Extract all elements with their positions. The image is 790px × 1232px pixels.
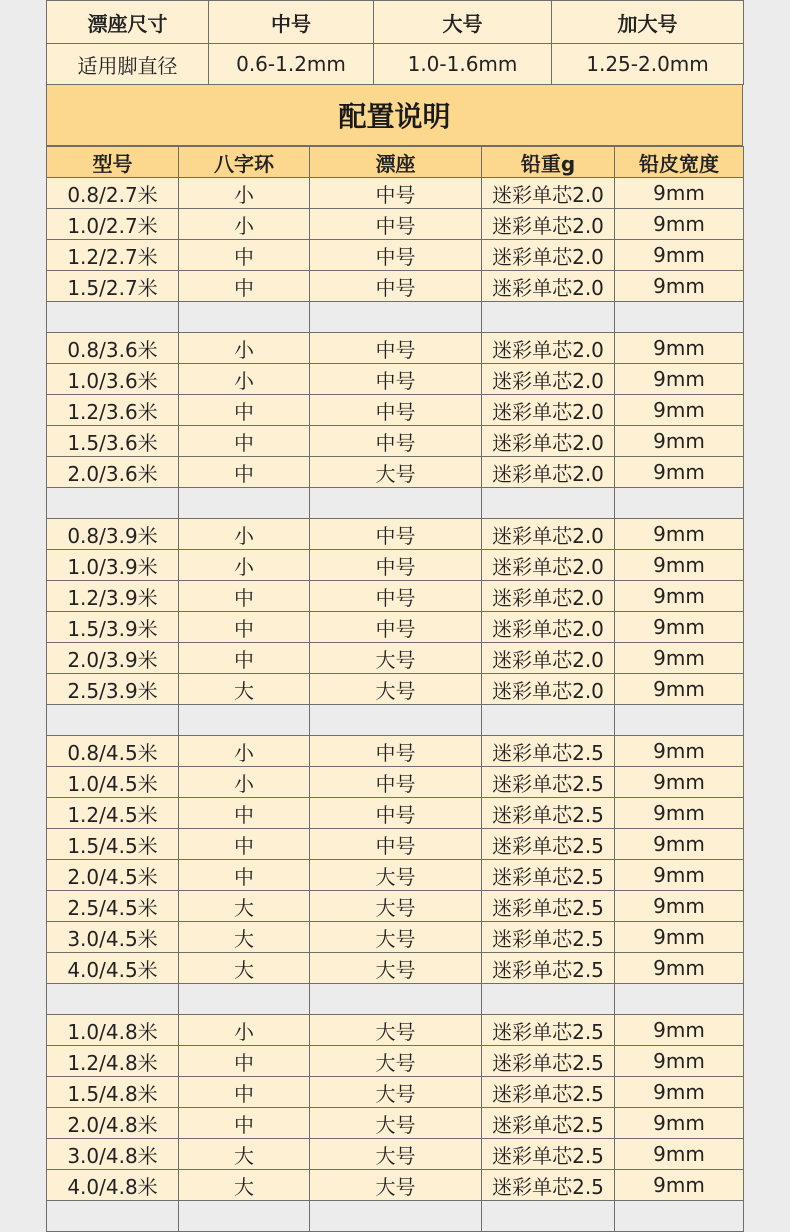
table-row bbox=[47, 891, 744, 922]
table-cell: 迷彩单芯2.5 bbox=[482, 767, 615, 798]
spacer-cell bbox=[482, 705, 615, 736]
group-spacer-row bbox=[47, 984, 744, 1015]
table-cell: 大号 bbox=[310, 953, 482, 984]
table-cell: 2.0/4.8米 bbox=[47, 1108, 179, 1139]
table-cell: 9mm bbox=[615, 1077, 744, 1108]
table-cell: 中号 bbox=[310, 178, 482, 209]
spacer-cell bbox=[615, 488, 744, 519]
config-title: 配置说明 bbox=[46, 85, 743, 146]
table-cell: 9mm bbox=[615, 550, 744, 581]
table-cell: 迷彩单芯2.5 bbox=[482, 1170, 615, 1201]
spacer-cell bbox=[482, 984, 615, 1015]
table-row bbox=[47, 364, 744, 395]
table-cell: 1.5/4.5米 bbox=[47, 829, 179, 860]
table-cell: 大号 bbox=[310, 1170, 482, 1201]
table-row bbox=[47, 1139, 744, 1170]
table-row bbox=[47, 271, 744, 302]
table-cell: 中号 bbox=[310, 829, 482, 860]
spacer-cell bbox=[482, 1201, 615, 1232]
table-cell: 迷彩单芯2.0 bbox=[482, 550, 615, 581]
table-cell: 小 bbox=[179, 333, 310, 364]
spacer-cell bbox=[47, 705, 179, 736]
table-row bbox=[47, 240, 744, 271]
table-cell: 0.8/3.9米 bbox=[47, 519, 179, 550]
spacer-cell bbox=[310, 488, 482, 519]
spacer-cell bbox=[615, 1201, 744, 1232]
config-column-header: 型号 bbox=[47, 147, 179, 178]
float-size-cell: 适用脚直径 bbox=[47, 44, 209, 85]
table-cell: 3.0/4.5米 bbox=[47, 922, 179, 953]
table-cell: 迷彩单芯2.0 bbox=[482, 581, 615, 612]
config-header-row bbox=[47, 147, 744, 178]
table-cell: 迷彩单芯2.0 bbox=[482, 519, 615, 550]
group-spacer-row bbox=[47, 302, 744, 333]
table-cell: 中 bbox=[179, 395, 310, 426]
table-cell: 9mm bbox=[615, 860, 744, 891]
table-cell: 0.8/4.5米 bbox=[47, 736, 179, 767]
table-cell: 9mm bbox=[615, 736, 744, 767]
table-cell: 迷彩单芯2.5 bbox=[482, 860, 615, 891]
table-row bbox=[47, 457, 744, 488]
table-cell: 9mm bbox=[615, 1015, 744, 1046]
table-cell: 迷彩单芯2.5 bbox=[482, 1015, 615, 1046]
table-cell: 小 bbox=[179, 209, 310, 240]
table-cell: 小 bbox=[179, 178, 310, 209]
table-cell: 1.0/3.6米 bbox=[47, 364, 179, 395]
table-row bbox=[47, 395, 744, 426]
table-cell: 9mm bbox=[615, 519, 744, 550]
table-cell: 9mm bbox=[615, 271, 744, 302]
table-cell: 小 bbox=[179, 1015, 310, 1046]
table-cell: 中号 bbox=[310, 550, 482, 581]
table-cell: 大号 bbox=[310, 922, 482, 953]
table-cell: 中号 bbox=[310, 798, 482, 829]
table-cell: 0.8/3.6米 bbox=[47, 333, 179, 364]
table-cell: 1.0/2.7米 bbox=[47, 209, 179, 240]
table-cell: 9mm bbox=[615, 1108, 744, 1139]
table-cell: 中 bbox=[179, 1077, 310, 1108]
table-cell: 9mm bbox=[615, 798, 744, 829]
table-cell: 中 bbox=[179, 271, 310, 302]
table-cell: 迷彩单芯2.0 bbox=[482, 271, 615, 302]
spec-sheet bbox=[46, 0, 743, 1232]
spacer-cell bbox=[310, 1201, 482, 1232]
table-row bbox=[47, 674, 744, 705]
table-cell: 9mm bbox=[615, 364, 744, 395]
table-cell: 9mm bbox=[615, 1046, 744, 1077]
table-cell: 9mm bbox=[615, 922, 744, 953]
table-row bbox=[47, 829, 744, 860]
table-cell: 迷彩单芯2.5 bbox=[482, 1077, 615, 1108]
table-cell: 中 bbox=[179, 612, 310, 643]
table-cell: 迷彩单芯2.0 bbox=[482, 240, 615, 271]
table-cell: 中号 bbox=[310, 209, 482, 240]
config-column-header: 八字环 bbox=[179, 147, 310, 178]
float-size-header: 中号 bbox=[209, 1, 374, 44]
spacer-cell bbox=[310, 302, 482, 333]
table-cell: 4.0/4.5米 bbox=[47, 953, 179, 984]
table-row bbox=[47, 550, 744, 581]
float-size-value-row bbox=[47, 44, 744, 85]
table-row bbox=[47, 612, 744, 643]
table-cell: 迷彩单芯2.0 bbox=[482, 612, 615, 643]
table-row bbox=[47, 798, 744, 829]
table-cell: 迷彩单芯2.0 bbox=[482, 178, 615, 209]
table-cell: 大号 bbox=[310, 1077, 482, 1108]
group-spacer-row bbox=[47, 488, 744, 519]
table-cell: 中号 bbox=[310, 395, 482, 426]
table-cell: 中 bbox=[179, 457, 310, 488]
table-cell: 中号 bbox=[310, 333, 482, 364]
table-cell: 大 bbox=[179, 674, 310, 705]
table-cell: 大号 bbox=[310, 457, 482, 488]
table-row bbox=[47, 767, 744, 798]
table-cell: 迷彩单芯2.0 bbox=[482, 426, 615, 457]
spacer-cell bbox=[310, 984, 482, 1015]
table-cell: 9mm bbox=[615, 395, 744, 426]
table-cell: 9mm bbox=[615, 891, 744, 922]
float-size-header-row bbox=[47, 1, 744, 44]
table-cell: 迷彩单芯2.5 bbox=[482, 829, 615, 860]
table-cell: 9mm bbox=[615, 1139, 744, 1170]
table-cell: 迷彩单芯2.5 bbox=[482, 1139, 615, 1170]
float-size-header: 大号 bbox=[374, 1, 552, 44]
table-cell: 9mm bbox=[615, 612, 744, 643]
table-cell: 大号 bbox=[310, 1108, 482, 1139]
spacer-cell bbox=[179, 984, 310, 1015]
table-cell: 大 bbox=[179, 1170, 310, 1201]
table-row bbox=[47, 209, 744, 240]
table-cell: 大号 bbox=[310, 1015, 482, 1046]
spacer-cell bbox=[47, 302, 179, 333]
table-cell: 中号 bbox=[310, 581, 482, 612]
spacer-cell bbox=[615, 302, 744, 333]
table-cell: 中 bbox=[179, 798, 310, 829]
table-cell: 迷彩单芯2.0 bbox=[482, 674, 615, 705]
spacer-cell bbox=[310, 705, 482, 736]
table-cell: 迷彩单芯2.0 bbox=[482, 395, 615, 426]
table-cell: 大号 bbox=[310, 643, 482, 674]
table-cell: 9mm bbox=[615, 240, 744, 271]
table-row bbox=[47, 1046, 744, 1077]
table-cell: 迷彩单芯2.0 bbox=[482, 333, 615, 364]
table-cell: 中 bbox=[179, 860, 310, 891]
spacer-cell bbox=[179, 302, 310, 333]
table-cell: 9mm bbox=[615, 209, 744, 240]
spacer-cell bbox=[179, 705, 310, 736]
spacer-cell bbox=[47, 1201, 179, 1232]
table-cell: 中号 bbox=[310, 736, 482, 767]
table-cell: 0.8/2.7米 bbox=[47, 178, 179, 209]
table-cell: 2.0/3.6米 bbox=[47, 457, 179, 488]
spacer-cell bbox=[179, 1201, 310, 1232]
table-cell: 1.2/2.7米 bbox=[47, 240, 179, 271]
table-cell: 9mm bbox=[615, 953, 744, 984]
table-row bbox=[47, 643, 744, 674]
table-cell: 2.0/3.9米 bbox=[47, 643, 179, 674]
table-cell: 中号 bbox=[310, 519, 482, 550]
table-cell: 9mm bbox=[615, 674, 744, 705]
table-cell: 9mm bbox=[615, 1170, 744, 1201]
table-cell: 1.2/3.6米 bbox=[47, 395, 179, 426]
table-cell: 1.2/4.5米 bbox=[47, 798, 179, 829]
float-size-cell: 1.25-2.0mm bbox=[552, 44, 744, 85]
table-cell: 9mm bbox=[615, 457, 744, 488]
table-cell: 中 bbox=[179, 1108, 310, 1139]
table-cell: 2.5/4.5米 bbox=[47, 891, 179, 922]
table-cell: 1.0/4.5米 bbox=[47, 767, 179, 798]
config-column-header: 漂座 bbox=[310, 147, 482, 178]
table-cell: 小 bbox=[179, 364, 310, 395]
table-cell: 中号 bbox=[310, 364, 482, 395]
table-cell: 1.5/3.6米 bbox=[47, 426, 179, 457]
table-cell: 迷彩单芯2.5 bbox=[482, 1046, 615, 1077]
table-cell: 中 bbox=[179, 240, 310, 271]
table-cell: 大号 bbox=[310, 891, 482, 922]
table-row bbox=[47, 953, 744, 984]
table-cell: 大号 bbox=[310, 1046, 482, 1077]
table-cell: 小 bbox=[179, 736, 310, 767]
table-cell: 1.5/4.8米 bbox=[47, 1077, 179, 1108]
table-cell: 9mm bbox=[615, 333, 744, 364]
spacer-cell bbox=[615, 984, 744, 1015]
table-cell: 迷彩单芯2.5 bbox=[482, 922, 615, 953]
table-cell: 小 bbox=[179, 519, 310, 550]
table-cell: 1.2/4.8米 bbox=[47, 1046, 179, 1077]
table-cell: 4.0/4.8米 bbox=[47, 1170, 179, 1201]
table-row bbox=[47, 1170, 744, 1201]
table-cell: 迷彩单芯2.5 bbox=[482, 891, 615, 922]
float-size-header: 漂座尺寸 bbox=[47, 1, 209, 44]
table-cell: 中 bbox=[179, 829, 310, 860]
config-table-body bbox=[47, 147, 744, 1232]
table-row bbox=[47, 581, 744, 612]
float-size-table bbox=[46, 0, 744, 85]
table-cell: 3.0/4.8米 bbox=[47, 1139, 179, 1170]
config-column-header: 铅皮宽度 bbox=[615, 147, 744, 178]
config-column-header: 铅重g bbox=[482, 147, 615, 178]
table-row bbox=[47, 1108, 744, 1139]
config-table bbox=[46, 146, 744, 1232]
table-row bbox=[47, 178, 744, 209]
table-cell: 迷彩单芯2.5 bbox=[482, 953, 615, 984]
table-cell: 9mm bbox=[615, 426, 744, 457]
table-row bbox=[47, 333, 744, 364]
group-spacer-row bbox=[47, 1201, 744, 1232]
table-cell: 9mm bbox=[615, 767, 744, 798]
table-row bbox=[47, 1077, 744, 1108]
spacer-cell bbox=[47, 984, 179, 1015]
table-cell: 2.5/3.9米 bbox=[47, 674, 179, 705]
table-row bbox=[47, 426, 744, 457]
spacer-cell bbox=[482, 302, 615, 333]
table-row bbox=[47, 519, 744, 550]
table-cell: 中 bbox=[179, 426, 310, 457]
table-cell: 1.0/4.8米 bbox=[47, 1015, 179, 1046]
table-row bbox=[47, 922, 744, 953]
table-cell: 1.5/3.9米 bbox=[47, 612, 179, 643]
spacer-cell bbox=[179, 488, 310, 519]
float-size-header: 加大号 bbox=[552, 1, 744, 44]
table-cell: 9mm bbox=[615, 178, 744, 209]
table-cell: 迷彩单芯2.5 bbox=[482, 798, 615, 829]
float-size-cell: 0.6-1.2mm bbox=[209, 44, 374, 85]
spacer-cell bbox=[482, 488, 615, 519]
table-row bbox=[47, 1015, 744, 1046]
table-cell: 迷彩单芯2.5 bbox=[482, 1108, 615, 1139]
table-row bbox=[47, 736, 744, 767]
group-spacer-row bbox=[47, 705, 744, 736]
table-cell: 大号 bbox=[310, 674, 482, 705]
table-cell: 中 bbox=[179, 581, 310, 612]
table-cell: 大 bbox=[179, 953, 310, 984]
table-cell: 迷彩单芯2.0 bbox=[482, 209, 615, 240]
table-cell: 迷彩单芯2.0 bbox=[482, 364, 615, 395]
table-cell: 1.0/3.9米 bbox=[47, 550, 179, 581]
table-cell: 中 bbox=[179, 1046, 310, 1077]
table-cell: 9mm bbox=[615, 581, 744, 612]
table-cell: 迷彩单芯2.5 bbox=[482, 736, 615, 767]
table-cell: 大 bbox=[179, 891, 310, 922]
table-cell: 1.5/2.7米 bbox=[47, 271, 179, 302]
table-cell: 中号 bbox=[310, 240, 482, 271]
table-cell: 中号 bbox=[310, 767, 482, 798]
table-cell: 大 bbox=[179, 1139, 310, 1170]
table-cell: 中号 bbox=[310, 612, 482, 643]
table-cell: 1.2/3.9米 bbox=[47, 581, 179, 612]
table-row bbox=[47, 860, 744, 891]
table-cell: 小 bbox=[179, 767, 310, 798]
table-cell: 中 bbox=[179, 643, 310, 674]
table-cell: 大号 bbox=[310, 1139, 482, 1170]
table-cell: 迷彩单芯2.0 bbox=[482, 457, 615, 488]
float-size-cell: 1.0-1.6mm bbox=[374, 44, 552, 85]
spacer-cell bbox=[615, 705, 744, 736]
table-cell: 大号 bbox=[310, 860, 482, 891]
table-cell: 中号 bbox=[310, 426, 482, 457]
table-cell: 大 bbox=[179, 922, 310, 953]
table-cell: 2.0/4.5米 bbox=[47, 860, 179, 891]
spacer-cell bbox=[47, 488, 179, 519]
table-cell: 9mm bbox=[615, 829, 744, 860]
table-cell: 迷彩单芯2.0 bbox=[482, 643, 615, 674]
table-cell: 中号 bbox=[310, 271, 482, 302]
table-cell: 9mm bbox=[615, 643, 744, 674]
table-cell: 小 bbox=[179, 550, 310, 581]
